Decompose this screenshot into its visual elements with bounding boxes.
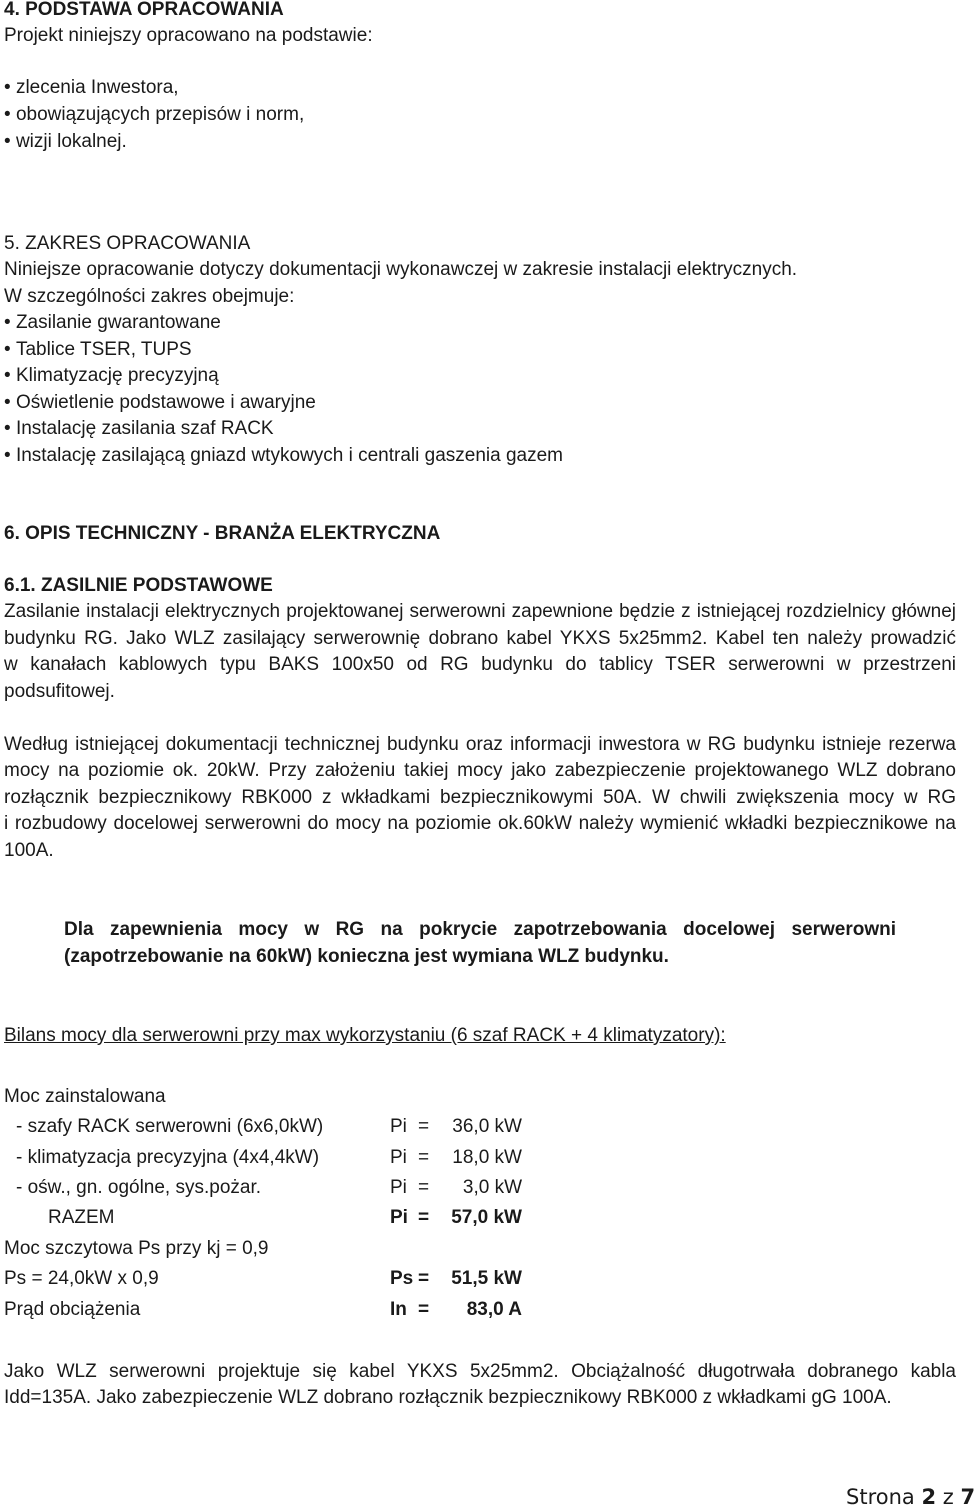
list-item: • wizji lokalnej. [4, 130, 127, 154]
paragraph-line: budynku RG. Jako WLZ zasilający serwerownię dobrano kabel YKXS 5x25mm2. Kabel ten należy prowadzić [4, 628, 956, 649]
section-5-line: Niniejsze opracowanie dotyczy dokumentacji wykonawczej w zakresie instalacji elektrycznych. [4, 259, 798, 280]
list-item: • Instalację zasilającą gniazd wtykowych i centrali gaszenia gazem [4, 444, 563, 468]
row-equals: = [418, 1299, 430, 1320]
paragraph-line: Jako WLZ serwerowni projektuje się kabel YKXS 5x25mm2. Obciążalność długotrwała dobranego kabla [4, 1361, 956, 1382]
row-symbol: In [390, 1299, 407, 1320]
row-value: 36,0 kW [452, 1116, 522, 1137]
list-item: • Zasilanie gwarantowane [4, 311, 221, 335]
row-label: - ośw., gn. ogólne, sys.pożar. [16, 1177, 262, 1198]
paragraph-line: podsufitowej. [4, 681, 115, 702]
row-label: Prąd obciążenia [4, 1299, 141, 1320]
section-4-intro: Projekt niniejszy opracowano na podstawie: [4, 25, 373, 46]
row-symbol: Pi [390, 1207, 408, 1228]
note-line: (zapotrzebowanie na 60kW) konieczna jest wymiana WLZ budynku. [64, 946, 669, 967]
row-value: 3,0 kW [462, 1177, 522, 1198]
paragraph-line: Zasilanie instalacji elektrycznych projektowanej serwerowni zapewnione będzie z istniejącej rozdzielnicy głównej [4, 601, 956, 622]
section-6-heading: 6. OPIS TECHNICZNY - BRANŻA ELEKTRYCZNA [4, 523, 441, 544]
installed-label: Moc zainstalowana [4, 1086, 166, 1107]
list-item: • obowiązujących przepisów i norm, [4, 103, 304, 127]
section-6-1-heading: 6.1. ZASILNIE PODSTAWOWE [4, 575, 273, 596]
row-value: 83,0 A [466, 1299, 522, 1320]
balance-title: Bilans mocy dla serwerowni przy max wykorzystaniu (6 szaf RACK + 4 klimatyzatory): [4, 1025, 726, 1046]
paragraph-line: Według istniejącej dokumentacji technicznej budynku oraz informacji inwestora w RG budynku istnieje rezerwa [4, 734, 956, 755]
page-sep: z [942, 1485, 954, 1509]
row-symbol: Pi [390, 1147, 407, 1168]
section-4-heading: 4. PODSTAWA OPRACOWANIA [4, 0, 284, 20]
row-label: Ps = 24,0kW x 0,9 [4, 1268, 159, 1289]
row-value: 51,5 kW [451, 1268, 522, 1289]
row-equals: = [418, 1207, 430, 1228]
row-symbol: Pi [390, 1177, 407, 1198]
row-label: - klimatyzacja precyzyjna (4x4,4kW) [16, 1147, 320, 1168]
page-total: 7 [960, 1485, 975, 1509]
peak-label: Moc szczytowa Ps przy kj = 0,9 [4, 1238, 269, 1259]
paragraph-line: 100A. [4, 840, 54, 861]
paragraph-line: Idd=135A. Jako zabezpieczenie WLZ dobrano rozłącznik bezpiecznikowy RBK000 z wkładkami gG 100A. [4, 1387, 892, 1408]
row-value: 18,0 kW [452, 1147, 522, 1168]
row-symbol: Ps [390, 1268, 414, 1289]
row-label: - szafy RACK serwerowni (6x6,0kW) [16, 1116, 324, 1137]
list-item: • zlecenia Inwestora, [4, 76, 179, 100]
row-equals: = [418, 1116, 430, 1137]
list-item: • Tablice TSER, TUPS [4, 338, 192, 362]
list-item: • Oświetlenie podstawowe i awaryjne [4, 391, 316, 415]
note-line: Dla zapewnienia mocy w RG na pokrycie zapotrzebowania docelowej serwerowni [64, 919, 896, 940]
page-prefix: Strona [846, 1485, 915, 1509]
list-item: • Klimatyzację precyzyjną [4, 364, 219, 388]
row-equals: = [418, 1177, 430, 1198]
page-number [846, 1484, 975, 1510]
paragraph-line: i rozbudowy docelowej serwerowni do mocy na poziomie ok.60kW należy wymienić wkładki bezpiecznikowe na [4, 813, 956, 834]
row-value: 57,0 kW [451, 1207, 522, 1228]
paragraph-line: w kanałach kablowych typu BAKS 100x50 od RG budynku do tablicy TSER serwerowni w przestrzeni [4, 654, 956, 675]
section-5-line: W szczególności zakres obejmuje: [4, 286, 295, 307]
section-5-heading: 5. ZAKRES OPRACOWANIA [4, 233, 251, 254]
page-current: 2 [921, 1485, 937, 1509]
row-symbol: Pi [390, 1116, 407, 1137]
row-equals: = [418, 1268, 430, 1289]
paragraph-line: rozłącznik bezpiecznikowy RBK000 z wkładkami bezpiecznikowymi 50A. W chwili zwiększenia mocy w RG [4, 787, 956, 808]
row-equals: = [418, 1147, 430, 1168]
paragraph-line: mocy na poziomie ok. 20kW. Przy założeniu takiej mocy jako zabezpieczenie projektowanego WLZ dobrano [4, 760, 956, 781]
list-item: • Instalację zasilania szaf RACK [4, 417, 274, 441]
row-label: RAZEM [48, 1207, 115, 1228]
